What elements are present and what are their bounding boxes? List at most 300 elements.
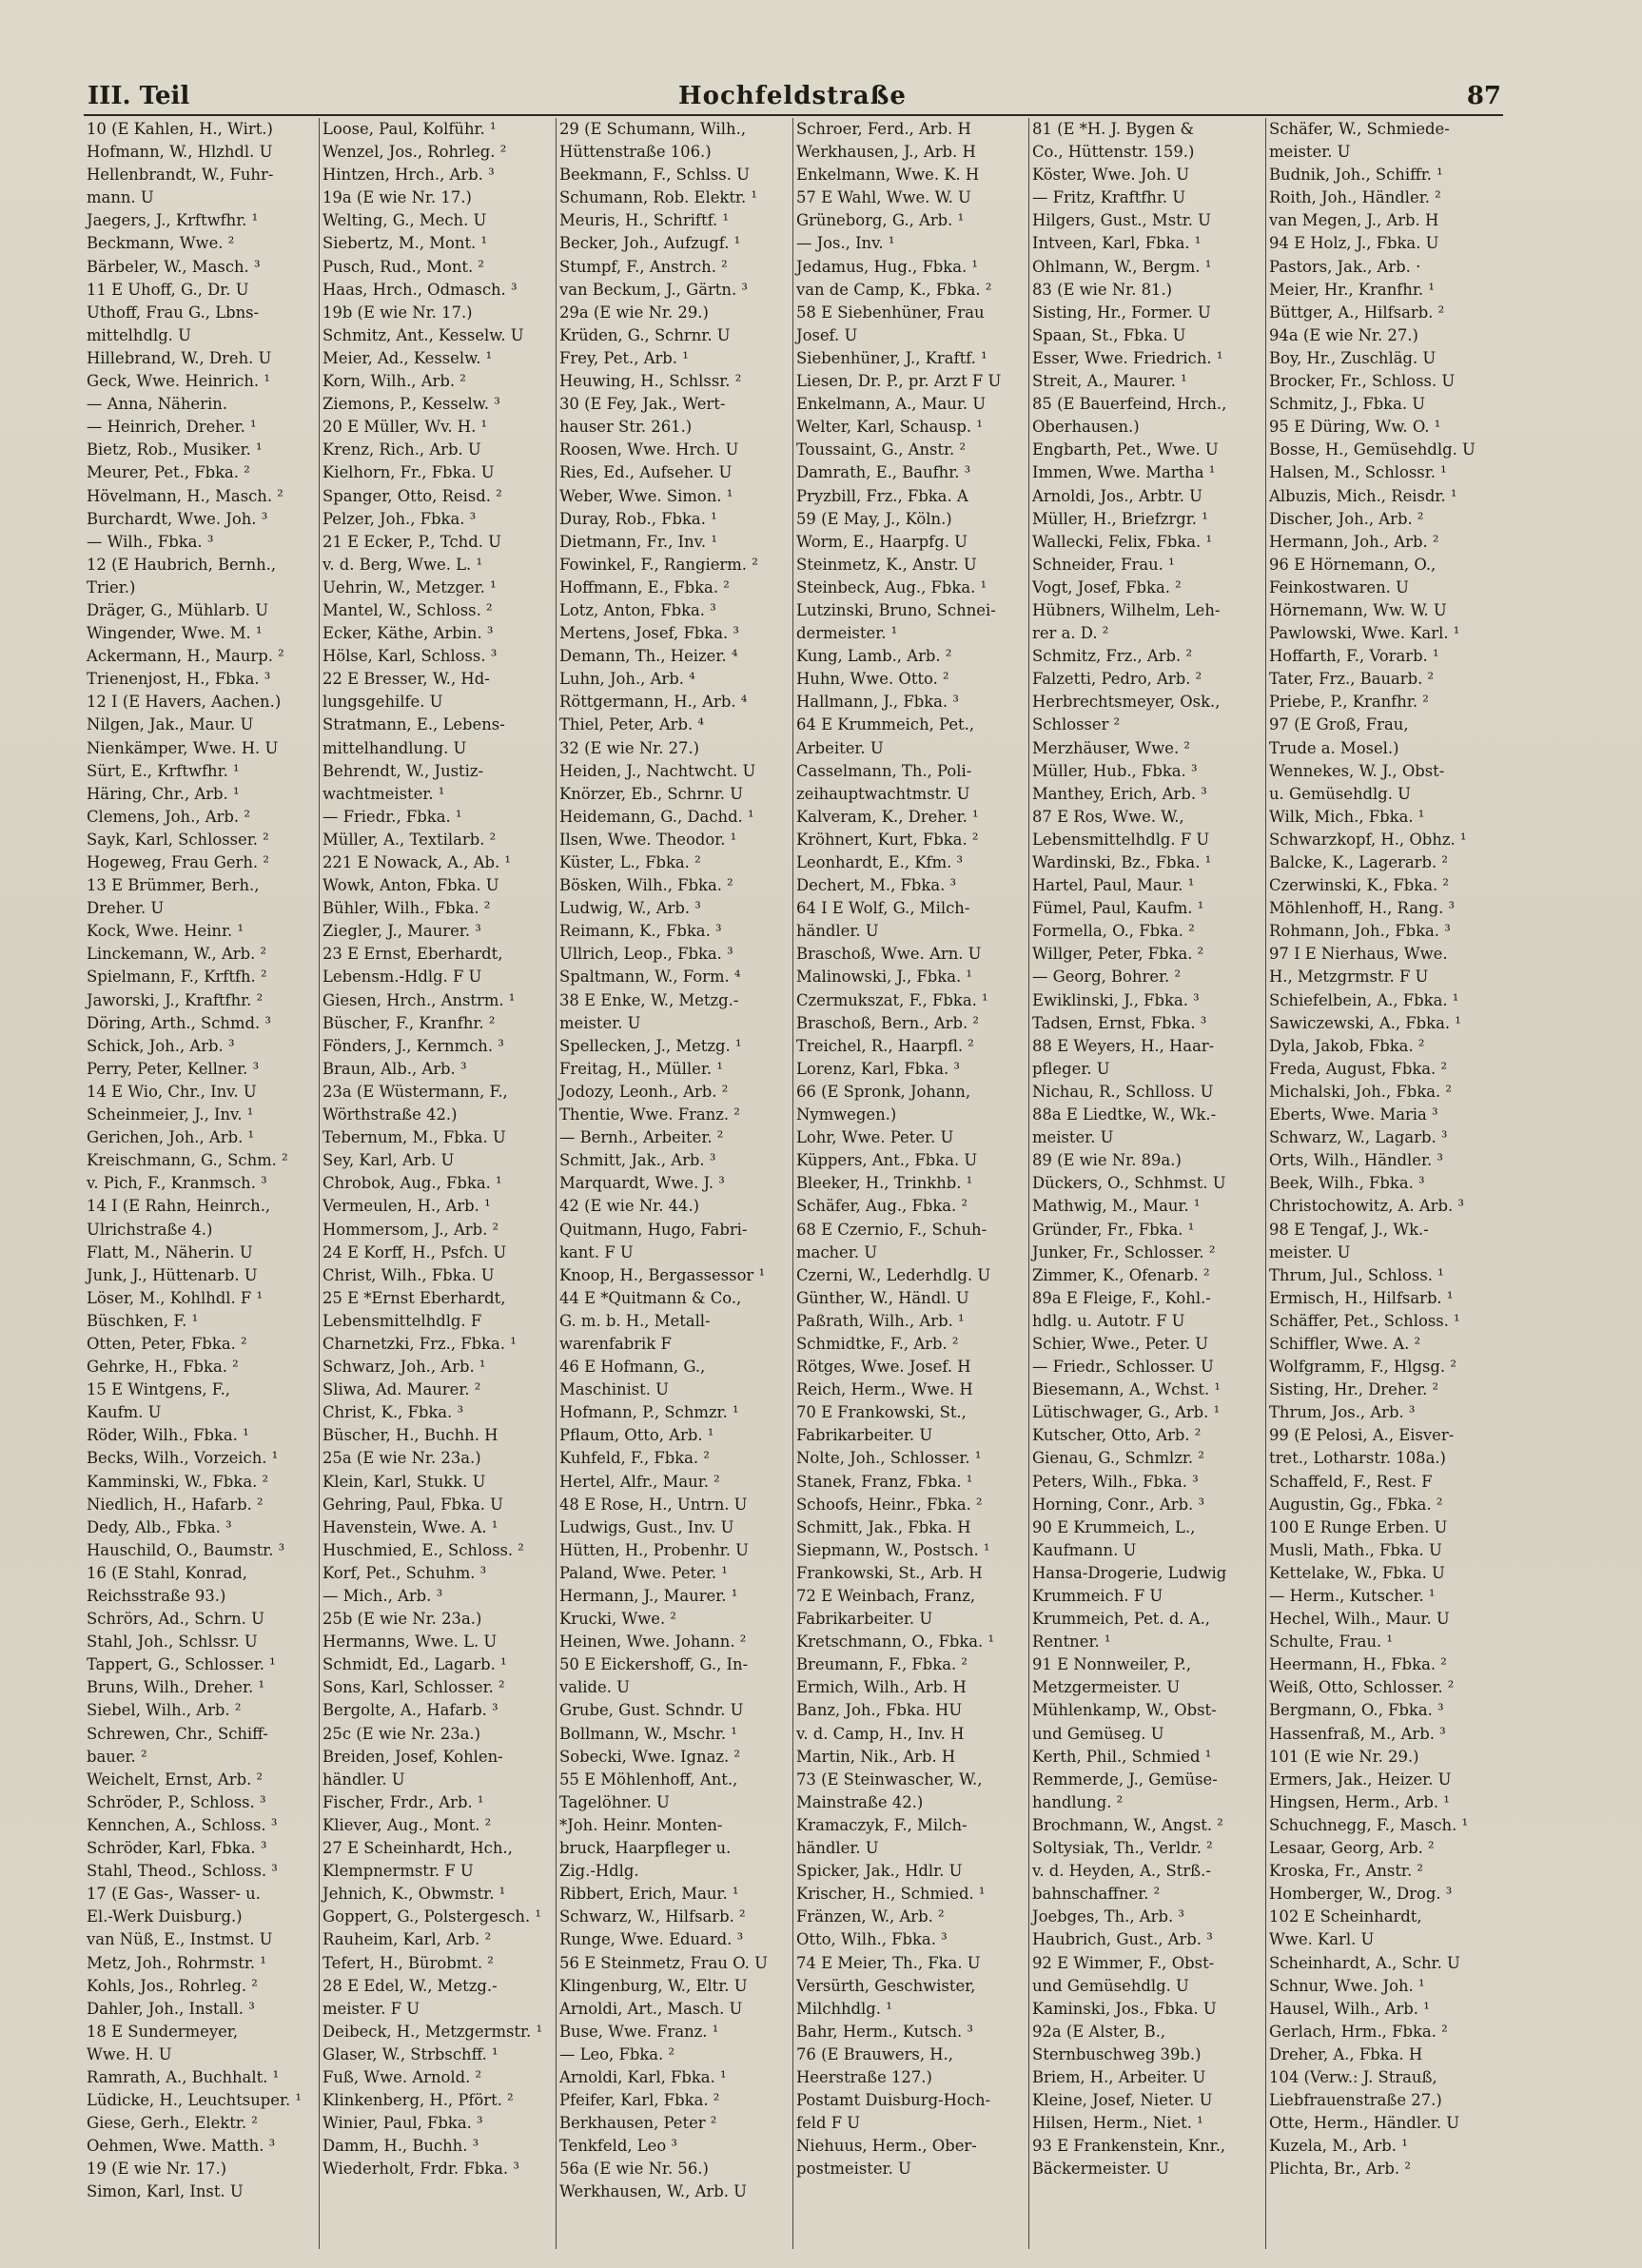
directory-entry-line: 100 E Runge Erben. U	[1269, 1517, 1448, 1536]
directory-entry-line: Simon, Karl, Inst. U	[87, 2182, 244, 2201]
directory-entry-line: H., Metzgrmstr. F U	[1269, 968, 1429, 987]
directory-entry-line: mann. U	[87, 188, 154, 207]
directory-entry-line: Schiffler, Wwe. A. ²	[1269, 1334, 1421, 1353]
directory-entry-line: Lotz, Anton, Fbka. ³	[559, 600, 716, 619]
directory-entry-line: Huhn, Wwe. Otto. ²	[796, 670, 949, 689]
directory-entry-line: zeihauptwachtmstr. U	[796, 784, 970, 803]
directory-entry-line: Lutzinski, Bruno, Schnei-	[796, 600, 996, 619]
directory-entry-line: El.-Werk Duisburg.)	[87, 1907, 243, 1926]
directory-entry-line: Heuwing, H., Schlssr. ²	[559, 372, 742, 391]
directory-entry-line: Schrörs, Ad., Schrn. U	[87, 1610, 264, 1629]
directory-entry-line: Wennekes, W. J., Obst-	[1269, 761, 1445, 780]
directory-entry-line: Nolte, Joh., Schlosser. ¹	[796, 1449, 982, 1468]
directory-entry-line: Büschken, F. ¹	[87, 1311, 199, 1330]
directory-entry-line: Gehrke, H., Fbka. ²	[87, 1358, 239, 1377]
directory-entry-line: Christ, Wilh., Fbka. U	[323, 1265, 495, 1284]
directory-entry-line: Bleeker, H., Trinkhb. ¹	[796, 1174, 973, 1193]
directory-entry-line: Fuß, Wwe. Arnold. ²	[323, 2067, 482, 2086]
directory-entry-line: Stumpf, F., Anstrch. ²	[559, 257, 728, 276]
directory-entry-line: Hövelmann, H., Masch. ²	[87, 486, 283, 505]
directory-entry-line: 87 E Ros, Wwe. W.,	[1032, 807, 1184, 826]
directory-entry-line: 89a E Fleige, F., Kohl.-	[1032, 1288, 1211, 1307]
directory-entry-line: Kaufm. U	[87, 1403, 162, 1422]
directory-entry-line: Spellecken, J., Metzg. ¹	[559, 1036, 742, 1055]
directory-entry-line: Stahl, Joh., Schlssr. U	[87, 1633, 258, 1652]
directory-entry-line: Wörthstraße 42.)	[323, 1105, 458, 1124]
directory-entry-line: Schoofs, Heinr., Fbka. ²	[796, 1495, 983, 1514]
directory-entry-line: 56 E Steinmetz, Frau O. U	[559, 1953, 768, 1972]
directory-entry-line: Klempnermstr. F U	[323, 1862, 474, 1881]
directory-entry-line: bruck, Haarpfleger u.	[559, 1839, 732, 1858]
directory-entry-line: Sobecki, Wwe. Ignaz. ²	[559, 1747, 740, 1766]
directory-entry-line: Ohlmann, W., Bergm. ¹	[1032, 257, 1212, 276]
directory-entry-line: 83 (E wie Nr. 81.)	[1032, 280, 1173, 299]
directory-entry-line: — Wilh., Fbka. ³	[87, 532, 214, 551]
directory-entry-line: Hansa-Drogerie, Ludwig	[1032, 1563, 1227, 1582]
directory-entry-line: 104 (Verw.: J. Strauß,	[1269, 2067, 1437, 2086]
directory-entry-line: Giesen, Hrch., Anstrm. ¹	[323, 990, 516, 1009]
directory-entry-line: Hogeweg, Frau Gerh. ²	[87, 853, 269, 871]
directory-entry-line: 90 E Krummeich, L.,	[1032, 1517, 1196, 1536]
directory-entry-line: Roith, Joh., Händler. ²	[1269, 188, 1441, 207]
directory-entry-line: Döring, Arth., Schmd. ³	[87, 1013, 271, 1032]
street-title: Hochfeldstraße	[678, 82, 907, 110]
directory-entry-line: Bäckermeister. U	[1032, 2160, 1169, 2179]
directory-entry-line: Kaminski, Jos., Fbka. U	[1032, 1999, 1217, 2018]
directory-entry-line: Plichta, Br., Arb. ²	[1269, 2160, 1411, 2179]
header-rule	[84, 114, 1503, 116]
directory-entry-line: Küppers, Ant., Fbka. U	[796, 1151, 978, 1170]
directory-entry-line: 42 (E wie Nr. 44.)	[559, 1197, 700, 1216]
directory-entry-line: v. d. Camp, H., Inv. H	[796, 1724, 965, 1743]
directory-entry-line: Schmitt, Jak., Arb. ³	[559, 1151, 716, 1170]
directory-entry-line: Flatt, M., Näherin. U	[87, 1242, 253, 1261]
directory-entry-line: Gehring, Paul, Fbka. U	[323, 1495, 503, 1514]
directory-entry-line: händler. U	[796, 922, 879, 941]
directory-entry-line: — Friedr., Fbka. ¹	[323, 807, 462, 826]
directory-entry-line: Tater, Frz., Bauarb. ²	[1269, 670, 1435, 689]
directory-entry-line: Frey, Pet., Arb. ¹	[559, 348, 689, 367]
directory-entry-line: Wwe. Karl. U	[1269, 1930, 1375, 1949]
directory-entry-line: Postamt Duisburg-Hoch-	[796, 2091, 991, 2110]
directory-entry-line: 97 (E Groß, Frau,	[1269, 715, 1409, 734]
directory-entry-line: Braschoß, Wwe. Arn. U	[796, 945, 982, 964]
directory-entry-line: Herbrechtsmeyer, Osk.,	[1032, 693, 1221, 712]
directory-entry-line: Schwarzkopf, H., Obhz. ¹	[1269, 830, 1467, 849]
directory-entry-line: Beek, Wilh., Fbka. ³	[1269, 1174, 1425, 1193]
directory-entry-line: Ilsen, Wwe. Theodor. ¹	[559, 830, 737, 849]
directory-entry-line: Spanger, Otto, Reisd. ²	[323, 486, 502, 505]
directory-entry-line: Schick, Joh., Arb. ³	[87, 1036, 235, 1055]
directory-entry-line: Winier, Paul, Fbka. ³	[323, 2114, 483, 2133]
directory-entry-line: Sawiczewski, A., Fbka. ¹	[1269, 1013, 1461, 1032]
directory-entry-line: Schwarz, W., Lagarb. ³	[1269, 1128, 1448, 1147]
directory-entry-line: Hausel, Wilh., Arb. ¹	[1269, 1999, 1430, 2018]
directory-entry-line: 70 E Frankowski, St.,	[796, 1403, 967, 1422]
directory-entry-line: Czermukszat, F., Fbka. ¹	[796, 990, 988, 1009]
directory-entry-line: 11 E Uhoff, G., Dr. U	[87, 280, 249, 299]
directory-entry-line: Klein, Karl, Stukk. U	[323, 1472, 486, 1491]
directory-entry-line: Enkelmann, A., Maur. U	[796, 395, 987, 414]
directory-entry-line: Kramaczyk, F., Milch-	[796, 1815, 968, 1834]
directory-entry-line: u. Gemüsehdlg. U	[1269, 784, 1411, 803]
directory-entry-line: händler. U	[796, 1839, 879, 1858]
directory-entry-line: 221 E Nowack, A., Ab. ¹	[323, 853, 512, 871]
directory-entry-line: Metz, Joh., Rohrmstr. ¹	[87, 1953, 266, 1972]
directory-entry-line: Schneider, Frau. ¹	[1032, 555, 1175, 574]
directory-entry-line: Vogt, Josef, Fbka. ²	[1032, 577, 1182, 596]
directory-entry-line: Treichel, R., Haarpfl. ²	[796, 1036, 974, 1055]
directory-entry-line: 72 E Weinbach, Franz,	[796, 1587, 976, 1605]
directory-entry-line: Huschmied, E., Schloss. ²	[323, 1540, 524, 1559]
directory-entry-line: Joebges, Th., Arb. ³	[1032, 1907, 1184, 1926]
directory-entry-line: — Fritz, Kraftfhr. U	[1032, 188, 1186, 207]
directory-entry-line: Demann, Th., Heizer. ⁴	[559, 647, 738, 666]
directory-entry-line: Büscher, F., Kranfhr. ²	[323, 1013, 496, 1032]
directory-entry-line: Soltysiak, Th., Verldr. ²	[1032, 1839, 1213, 1858]
directory-entry-line: Deibeck, H., Metzgermstr. ¹	[323, 2022, 543, 2041]
directory-entry-line: Marquardt, Wwe. J. ³	[559, 1174, 725, 1193]
directory-entry-line: Wallecki, Felix, Fbka. ¹	[1032, 532, 1213, 551]
directory-entry-line: 12 I (E Havers, Aachen.)	[87, 693, 282, 712]
directory-entry-line: Bahr, Herm., Kutsch. ³	[796, 2022, 973, 2041]
directory-entry-line: Mathwig, M., Maur. ¹	[1032, 1197, 1201, 1216]
directory-entry-line: Duray, Rob., Fbka. ¹	[559, 509, 717, 528]
directory-entry-line: Zimmer, K., Ofenarb. ²	[1032, 1265, 1210, 1284]
directory-entry-line: Reich, Herm., Wwe. H	[796, 1380, 973, 1399]
directory-entry-line: Homberger, W., Drog. ³	[1269, 1885, 1453, 1904]
directory-entry-line: v. d. Berg, Wwe. L. ¹	[323, 555, 483, 574]
directory-entry-line: Ulrichstraße 4.)	[87, 1220, 213, 1239]
directory-entry-line: Quitmann, Hugo, Fabri-	[559, 1220, 748, 1239]
directory-entry-line: Köster, Wwe. Joh. U	[1032, 166, 1190, 185]
directory-entry-line: Czerwinski, K., Fbka. ²	[1269, 876, 1449, 895]
directory-entry-line: Perry, Peter, Kellner. ³	[87, 1059, 260, 1078]
directory-entry-line: Christochowitz, A. Arb. ³	[1269, 1197, 1464, 1216]
directory-entry-line: mittelhdlg. U	[87, 325, 191, 344]
directory-entry-line: Sey, Karl, Arb. U	[323, 1151, 455, 1170]
directory-entry-line: Wilk, Mich., Fbka. ¹	[1269, 807, 1425, 826]
directory-entry-line: Falzetti, Pedro, Arb. ²	[1032, 670, 1202, 689]
directory-entry-line: Chrobok, Aug., Fbka. ¹	[323, 1174, 502, 1193]
directory-entry-line: Rötges, Wwe. Josef. H	[796, 1358, 971, 1377]
directory-entry-line: Frankowski, St., Arb. H	[796, 1563, 983, 1582]
directory-entry-line: Scheinmeier, J., Inv. ¹	[87, 1105, 254, 1124]
directory-entry-line: Pflaum, Otto, Arb. ¹	[559, 1426, 714, 1445]
directory-entry-line: Runge, Wwe. Eduard. ³	[559, 1930, 744, 1949]
directory-entry-line: Heerstraße 127.)	[796, 2067, 932, 2086]
directory-entry-line: Tappert, G., Schlosser. ¹	[87, 1655, 276, 1674]
directory-entry-line: Otto, Wilh., Fbka. ³	[796, 1930, 948, 1949]
directory-entry-line: Wowk, Anton, Fbka. U	[323, 876, 499, 895]
directory-entry-line: Nilgen, Jak., Maur. U	[87, 715, 254, 734]
directory-entry-line: Arnoldi, Karl, Fbka. ¹	[559, 2067, 727, 2086]
directory-entry-line: Sayk, Karl, Schlosser. ²	[87, 830, 269, 849]
directory-entry-line: bahnschaffner. ²	[1032, 1885, 1161, 1904]
directory-entry-line: Welting, G., Mech. U	[323, 211, 487, 230]
directory-entry-line: Klingenburg, W., Eltr. U	[559, 1976, 748, 1995]
directory-entry-line: 68 E Czernio, F., Schuh-	[796, 1220, 987, 1239]
directory-entry-line: Tagelöhner. U	[559, 1792, 670, 1811]
directory-entry-line: van de Camp, K., Fbka. ²	[796, 280, 992, 299]
directory-entry-line: van Nüß, E., Instmst. U	[87, 1930, 273, 1949]
directory-entry-line: Scheinhardt, A., Schr. U	[1269, 1953, 1460, 1972]
directory-entry-line: Fönders, J., Kernmch. ³	[323, 1036, 504, 1055]
directory-entry-line: Sons, Karl, Schlosser. ²	[323, 1678, 505, 1697]
directory-entry-line: Krummeich, Pet. d. A.,	[1032, 1610, 1210, 1629]
directory-entry-line: meister. U	[1269, 143, 1351, 162]
column-2	[320, 118, 556, 2249]
directory-entry-line: 29 (E Schumann, Wilh.,	[559, 120, 747, 138]
directory-entry-line: 12 (E Haubrich, Bernh.,	[87, 555, 277, 574]
column-6	[1266, 118, 1503, 2249]
directory-entry-line: Giese, Gerh., Elektr. ²	[87, 2114, 258, 2133]
directory-entry-line: hdlg. u. Autotr. F U	[1032, 1311, 1185, 1330]
directory-entry-line: 88 E Weyers, H., Haar-	[1032, 1036, 1215, 1055]
directory-entry-line: Milchhdlg. ¹	[796, 1999, 892, 2018]
directory-entry-line: Hilsen, Herm., Niet. ¹	[1032, 2114, 1203, 2133]
directory-entry-line: Rentner. ¹	[1032, 1633, 1111, 1652]
directory-entry-line: handlung. ²	[1032, 1792, 1124, 1811]
directory-entry-line: Beekmann, F., Schlss. U	[559, 166, 750, 185]
directory-entry-line: Boy, Hr., Zuschläg. U	[1269, 348, 1437, 367]
directory-entry-line: Hermanns, Wwe. L. U	[323, 1633, 498, 1652]
directory-entry-line: Büttger, A., Hilfsarb. ²	[1269, 303, 1445, 322]
directory-entry-line: Gienau, G., Schmlzr. ²	[1032, 1449, 1204, 1468]
directory-entry-line: Jaworski, J., Kraftfhr. ²	[87, 990, 264, 1009]
directory-entry-line: Stanek, Franz, Fbka. ¹	[796, 1472, 973, 1491]
directory-entry-line: Pusch, Rud., Mont. ²	[323, 257, 484, 276]
directory-entry-line: Musli, Math., Fbka. U	[1269, 1540, 1442, 1559]
directory-entry-line: Bergolte, A., Hafarb. ³	[323, 1701, 498, 1720]
directory-entry-line: Breiden, Josef, Kohlen-	[323, 1747, 503, 1766]
directory-entry-line: feld F U	[796, 2114, 861, 2133]
directory-entry-line: Discher, Joh., Arb. ²	[1269, 509, 1424, 528]
directory-entry-line: 14 I (E Rahn, Heinrch.,	[87, 1197, 271, 1216]
directory-entry-line: Werkhausen, J., Arb. H	[796, 143, 976, 162]
directory-entry-line: Leonhardt, E., Kfm. ³	[796, 853, 964, 871]
directory-entry-line: Wardinski, Bz., Fbka. ¹	[1032, 853, 1212, 871]
directory-entry-line: meister. U	[559, 1013, 641, 1032]
directory-entry-line: 10 (E Kahlen, H., Wirt.)	[87, 120, 273, 138]
directory-entry-line: Kock, Wwe. Heinr. ¹	[87, 922, 244, 941]
directory-entry-line: Nichau, R., Schlloss. U	[1032, 1082, 1214, 1101]
directory-entry-line: Wenzel, Jos., Rohrleg. ²	[323, 143, 507, 162]
directory-entry-line: Siepmann, W., Postsch. ¹	[796, 1540, 990, 1559]
directory-entry-line: Versürth, Geschwister,	[796, 1976, 976, 1995]
directory-entry-line: 55 E Möhlenhoff, Ant.,	[559, 1769, 738, 1789]
directory-entry-line: Paßrath, Wilh., Arb. ¹	[796, 1311, 965, 1330]
directory-entry-line: 25b (E wie Nr. 23a.)	[323, 1610, 482, 1629]
directory-entry-line: Oehmen, Wwe. Matth. ³	[87, 2137, 276, 2156]
directory-entry-line: Becker, Joh., Aufzugf. ¹	[559, 234, 741, 253]
directory-entry-line: Feinkostwaren. U	[1269, 577, 1409, 596]
directory-entry-line: mittelhandlung. U	[323, 738, 467, 757]
directory-entry-line: 25a (E wie Nr. 23a.)	[323, 1449, 481, 1468]
directory-entry-line: Stratmann, E., Lebens-	[323, 715, 505, 734]
directory-entry-line: Krüden, G., Schrnr. U	[559, 325, 731, 344]
directory-entry-line: Engbarth, Pet., Wwe. U	[1032, 440, 1219, 459]
directory-entry-line: 44 E *Quitmann & Co.,	[559, 1288, 742, 1307]
directory-entry-line: Arnoldi, Jos., Arbtr. U	[1032, 486, 1202, 505]
directory-entry-line: van Megen, J., Arb. H	[1269, 211, 1439, 230]
directory-entry-line: Thiel, Peter, Arb. ⁴	[559, 715, 704, 734]
directory-entry-line: 66 (E Spronk, Johann,	[796, 1082, 971, 1101]
directory-entry-line: 48 E Rose, H., Untrn. U	[559, 1495, 748, 1514]
directory-entry-line: Michalski, Joh., Fbka. ²	[1269, 1082, 1452, 1101]
page-number: 87	[1466, 82, 1501, 110]
directory-entry-line: Krucki, Wwe. ²	[559, 1610, 676, 1629]
directory-entry-line: meister. U	[1269, 1242, 1351, 1261]
directory-entry-line: Ludwig, W., Arb. ³	[559, 899, 701, 918]
directory-entry-line: Ries, Ed., Aufseher. U	[559, 463, 733, 482]
directory-entry-line: Casselmann, Th., Poli-	[796, 761, 972, 780]
directory-entry-line: Dahler, Joh., Install. ³	[87, 1999, 255, 2018]
directory-entry-line: Schäfer, W., Schmiede-	[1269, 120, 1450, 138]
directory-entry-line: — Leo, Fbka. ²	[559, 2044, 675, 2063]
directory-entry-line: Merzhäuser, Wwe. ²	[1032, 738, 1190, 757]
directory-entry-line: Reimann, K., Fbka. ³	[559, 922, 722, 941]
directory-entry-line: — Herm., Kutscher. ¹	[1269, 1587, 1436, 1605]
directory-entry-line: Nymwegen.)	[796, 1105, 897, 1124]
directory-entry-line: 18 E Sundermeyer,	[87, 2022, 239, 2041]
directory-entry-line: — Anna, Näherin.	[87, 395, 227, 414]
directory-entry-line: Hauschild, O., Baumstr. ³	[87, 1540, 285, 1559]
directory-entry-line: Brochmann, W., Angst. ²	[1032, 1815, 1223, 1834]
directory-entry-line: Christ, K., Fbka. ³	[323, 1403, 464, 1422]
directory-entry-line: tret., Lotharstr. 108a.)	[1269, 1449, 1446, 1468]
directory-entry-line: Röttgermann, H., Arb. ⁴	[559, 693, 748, 712]
directory-entry-line: Behrendt, W., Justiz-	[323, 761, 484, 780]
directory-entry-line: Manthey, Erich, Arb. ³	[1032, 784, 1207, 803]
directory-entry-line: und Gemüsehdlg. U	[1032, 1976, 1189, 1995]
directory-entry-line: Knörzer, Eb., Schrnr. U	[559, 784, 744, 803]
directory-entry-line: Hallmann, J., Fbka. ³	[796, 693, 959, 712]
directory-entry-line: Schroer, Ferd., Arb. H	[796, 120, 971, 138]
directory-entry-line: Junker, Fr., Schlosser. ²	[1032, 1242, 1216, 1261]
directory-entry-line: 19 (E wie Nr. 17.)	[87, 2160, 227, 2179]
directory-entry-line: Nienkämper, Wwe. H. U	[87, 738, 279, 757]
directory-entry-line: meister. F U	[323, 1999, 420, 2018]
directory-entry-line: Kung, Lamb., Arb. ²	[796, 647, 952, 666]
directory-entry-line: Uehrin, W., Metzger. ¹	[323, 577, 497, 596]
directory-entry-line: Tenkfeld, Leo ³	[559, 2137, 678, 2156]
directory-entry-line: Kaufmann. U	[1032, 1540, 1137, 1559]
directory-entry-line: Dechert, M., Fbka. ³	[796, 876, 957, 895]
directory-entry-line: bauer. ²	[87, 1747, 147, 1766]
directory-entry-line: Weichelt, Ernst, Arb. ²	[87, 1769, 264, 1789]
directory-entry-line: Schlosser ²	[1032, 715, 1121, 734]
directory-entry-line: Siebel, Wilh., Arb. ²	[87, 1701, 242, 1720]
column-5	[1029, 118, 1265, 2249]
directory-entry-line: Fümel, Paul, Kaufm. ¹	[1032, 899, 1204, 918]
directory-entry-line: Schröder, Karl, Fbka. ³	[87, 1839, 267, 1858]
directory-entry-line: 101 (E wie Nr. 29.)	[1269, 1747, 1419, 1766]
directory-entry-line: Hölse, Karl, Schloss. ³	[323, 647, 498, 666]
directory-entry-line: Meier, Hr., Kranfhr. ¹	[1269, 280, 1435, 299]
directory-entry-line: valide. U	[559, 1678, 630, 1697]
directory-entry-line: Siebenhüner, J., Kraftf. ¹	[796, 348, 987, 367]
directory-entry-line: Halsen, M., Schlossr. ¹	[1269, 463, 1447, 482]
directory-entry-line: Pryzbill, Frz., Fbka. A	[796, 486, 968, 505]
directory-entry-line: Thrum, Jos., Arb. ³	[1269, 1403, 1416, 1422]
directory-entry-line: Lesaar, Georg, Arb. ²	[1269, 1839, 1435, 1858]
directory-entry-line: 95 E Düring, Ww. O. ¹	[1269, 418, 1441, 437]
directory-entry-line: Toussaint, G., Anstr. ²	[796, 440, 967, 459]
directory-entry-line: Knoop, H., Bergassessor ¹	[559, 1265, 766, 1284]
directory-entry-line: Josef. U	[796, 325, 858, 344]
directory-entry-line: 30 (E Fey, Jak., Wert-	[559, 395, 726, 414]
directory-entry-line: Martin, Nik., Arb. H	[796, 1747, 956, 1766]
directory-entry-line: Freitag, H., Müller. ¹	[559, 1059, 723, 1078]
directory-entry-line: Bietz, Rob., Musiker. ¹	[87, 440, 263, 459]
directory-entry-line: Glaser, W., Strbschff. ¹	[323, 2044, 498, 2063]
directory-entry-line: 25c (E wie Nr. 23a.)	[323, 1724, 481, 1743]
directory-entry-line: Hertel, Alfr., Maur. ²	[559, 1472, 720, 1491]
directory-entry-line: Wwe. H. U	[87, 2044, 172, 2063]
directory-entry-line: Jodozy, Leonh., Arb. ²	[559, 1082, 729, 1101]
directory-entry-line: Ermich, Wilh., Arb. H	[796, 1678, 967, 1697]
directory-entry-line: Kretschmann, O., Fbka. ¹	[796, 1633, 995, 1652]
directory-entry-line: Steinmetz, K., Anstr. U	[796, 555, 977, 574]
directory-entry-line: Steinbeck, Aug., Fbka. ¹	[796, 577, 987, 596]
directory-entry-line: lungsgehilfe. U	[323, 693, 443, 712]
directory-entry-line: Peters, Wilh., Fbka. ³	[1032, 1472, 1199, 1491]
directory-entry-line: 16 (E Stahl, Konrad,	[87, 1563, 247, 1582]
directory-entry-line: Buse, Wwe. Franz. ¹	[559, 2022, 719, 2041]
directory-entry-line: Schumann, Rob. Elektr. ¹	[559, 188, 757, 207]
directory-entry-line: 22 E Bresser, W., Hd-	[323, 670, 490, 689]
directory-entry-line: Czerni, W., Lederhdlg. U	[796, 1265, 991, 1284]
directory-entry-line: 14 E Wio, Chr., Inv. U	[87, 1082, 257, 1101]
directory-entry-line: Weiß, Otto, Schlosser. ²	[1269, 1678, 1455, 1697]
directory-entry-line: Bergmann, O., Fbka. ³	[1269, 1701, 1444, 1720]
directory-entry-line: Wolfgramm, F., Hlgsg. ²	[1269, 1358, 1456, 1377]
directory-entry-line: Hübners, Wilhelm, Leh-	[1032, 600, 1221, 619]
directory-entry-line: Lüdicke, H., Leuchtsuper. ¹	[87, 2091, 302, 2110]
directory-entry-line: 97 I E Nierhaus, Wwe.	[1269, 945, 1448, 964]
directory-entry-line: Bühler, Wilh., Fbka. ²	[323, 899, 491, 918]
directory-entry-line: Hellenbrandt, W., Fuhr-	[87, 166, 274, 185]
directory-entry-line: postmeister. U	[796, 2160, 911, 2179]
directory-entry-line: Remmerde, J., Gemüse-	[1032, 1769, 1218, 1789]
directory-entry-line: Trienenjost, H., Fbka. ³	[87, 670, 271, 689]
directory-entry-line: Schmitz, J., Fbka. U	[1269, 395, 1426, 414]
directory-entry-line: warenfabrik F	[559, 1334, 672, 1353]
directory-entry-line: 57 E Wahl, Wwe. W. U	[796, 188, 971, 207]
directory-entry-line: Havenstein, Wwe. A. ¹	[323, 1517, 498, 1536]
directory-entry-line: Damm, H., Buchh. ³	[323, 2137, 479, 2156]
directory-entry-line: Hartel, Paul, Maur. ¹	[1032, 876, 1195, 895]
column-4	[793, 118, 1029, 2249]
directory-entry-line: Kuhfeld, F., Fbka. ²	[559, 1449, 710, 1468]
directory-entry-line: Sisting, Hr., Former. U	[1032, 303, 1211, 322]
directory-entry-line: Spielmann, F., Krftfh. ²	[87, 968, 267, 987]
directory-entry-line: 25 E *Ernst Eberhardt,	[323, 1288, 506, 1307]
directory-entry-line: Gerlach, Hrm., Fbka. ²	[1269, 2022, 1448, 2041]
directory-entry-line: 64 E Krummeich, Pet.,	[796, 715, 975, 734]
directory-entry-line: Schmitt, Jak., Fbka. H	[796, 1517, 971, 1536]
directory-entry-line: Hoffmann, E., Fbka. ²	[559, 577, 730, 596]
directory-entry-line: Worm, E., Haarpfg. U	[796, 532, 968, 551]
directory-entry-line: Heermann, H., Fbka. ²	[1269, 1655, 1447, 1674]
directory-entry-line: Dietmann, Fr., Inv. ¹	[559, 532, 717, 551]
directory-entry-line: Heidemann, G., Dachd. ¹	[559, 807, 754, 826]
directory-entry-line: Pelzer, Joh., Fbka. ³	[323, 509, 477, 528]
directory-entry-line: 85 (E Bauerfeind, Hrch.,	[1032, 395, 1227, 414]
directory-entry-line: Kleine, Josef, Nieter. U	[1032, 2091, 1213, 2110]
directory-entry-line: Meuris, H., Schriftf. ¹	[559, 211, 730, 230]
